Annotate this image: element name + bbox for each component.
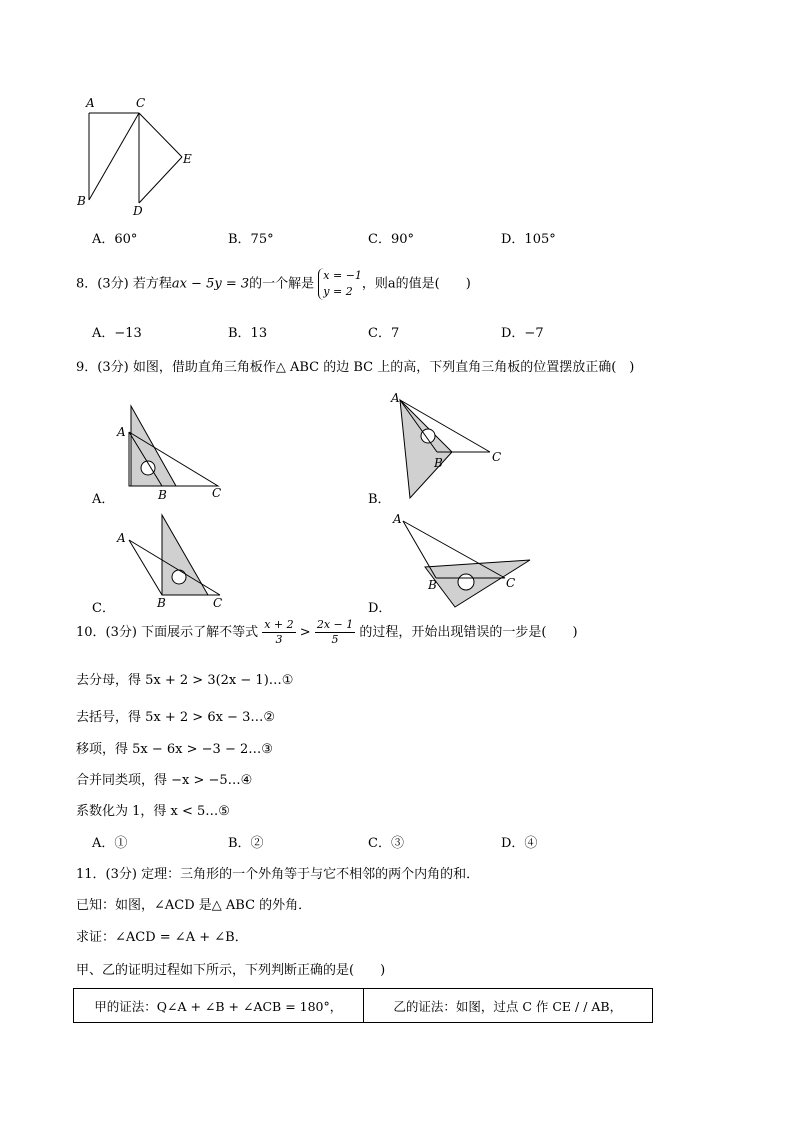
q10-frac1-num: x + 2 [264,618,294,631]
q9a-label-a: A [117,425,126,439]
q7-label-d: D [133,204,143,218]
q8-option-c[interactable]: C．7 [368,326,400,341]
q10-step-2: 去括号，得 5x + 2 > 6x − 3…② [76,710,276,725]
q8-sys-line2: y = 2 [323,285,353,298]
q9-option-a[interactable]: A． [92,492,115,507]
q7-label-c: C [136,96,146,110]
q9b-label-c: C [492,450,502,464]
q11-stem: 11．(3分) 定理：三角形的一个外角等于与它不相邻的两个内角的和． [76,867,480,882]
q11-proof-yi: 乙的证法：如图，过点 C 作 CE / / AB， [363,989,653,1022]
q7-label-e: E [183,152,192,166]
q7-label-b: B [77,194,86,208]
q9-figure-d [392,512,530,607]
q8-mid: 的一个解是 [249,276,315,292]
q10-suffix: 的过程，开始出现错误的一步是( ) [359,625,578,640]
q7-option-a[interactable]: A．60° [92,232,138,247]
q10-frac2-num: 2x − 1 [316,618,354,631]
q11-prove: 求证：∠ACD = ∠A + ∠B． [76,930,248,945]
q9c-label-b: B [157,596,166,610]
q10-option-d[interactable]: D．④ [501,836,538,851]
q10-stem [76,618,578,647]
q10-step-5: 系数化为 1，得 x < 5…⑤ [76,804,230,819]
q9-stem: 9．(3分) 如图，借助直角三角板作△ ABC 的边 BC 上的高，下列直角三角板的位置摆放正确( ) [76,360,635,375]
q10-fraction-1 [262,618,295,647]
q7-option-b[interactable]: B．75° [228,232,274,247]
q11-question: 甲、乙的证明过程如下所示，下列判断正确的是( ) [76,963,386,978]
q9d-label-b: B [428,578,437,592]
q8-option-b[interactable]: B．13 [228,326,268,341]
q10-option-c[interactable]: C．③ [368,836,404,851]
q9c-label-c: C [213,596,223,610]
q9a-label-c: C [212,486,222,500]
q9-option-d[interactable]: D． [368,601,392,616]
q10-step-1: 去分母，得 5x + 2 > 3(2x − 1)…① [76,673,294,688]
q10-step-4: 合并同类项，得 −x > −5…④ [76,773,253,788]
q10-option-a[interactable]: A．① [92,836,128,851]
q9c-label-a: A [117,531,126,545]
q10-gt: > [299,625,311,640]
q7-option-c[interactable]: C．90° [368,232,414,247]
q8-option-a[interactable]: A．−13 [92,326,142,341]
q11-given: 已知：如图，∠ACD 是△ ABC 的外角． [76,898,312,913]
q9-option-c[interactable]: C． [92,601,115,616]
q9b-label-b: B [434,456,443,470]
q9d-label-c: C [506,576,516,590]
q11-proof-table [73,988,653,1023]
q11-proof-jia: 甲的证法：Q∠A + ∠B + ∠ACB = 180°， [94,998,343,1014]
q8-equation: ax − 5y = 3 [171,276,250,292]
q8-option-d[interactable]: D．−7 [501,326,544,341]
q10-prefix: 10．(3分) 下面展示了解不等式 [76,625,259,640]
q9-figure-a [116,406,221,502]
q8-sys-line1: x = −1 [323,269,362,282]
q9d-label-a: A [393,512,402,526]
q10-step-3: 移项，得 5x − 6x > −3 − 2…③ [76,742,273,757]
q7-label-a: A [86,96,95,110]
q9-figure-c [116,515,222,610]
q10-fraction-2 [315,618,355,647]
q10-frac1-den: 3 [275,633,283,646]
q7-option-d[interactable]: D．105° [501,232,556,247]
q10-frac2-den: 5 [331,633,339,646]
q8-prefix: 8．(3分) 若方程 [76,276,172,292]
q9-option-b[interactable]: B． [368,492,391,507]
q10-option-b[interactable]: B．② [228,836,264,851]
q9a-label-b: B [158,488,167,502]
q8-suffix: ，则a的值是( ) [361,276,471,292]
q9-figure-b [390,391,501,498]
q9b-label-a: A [391,391,400,405]
